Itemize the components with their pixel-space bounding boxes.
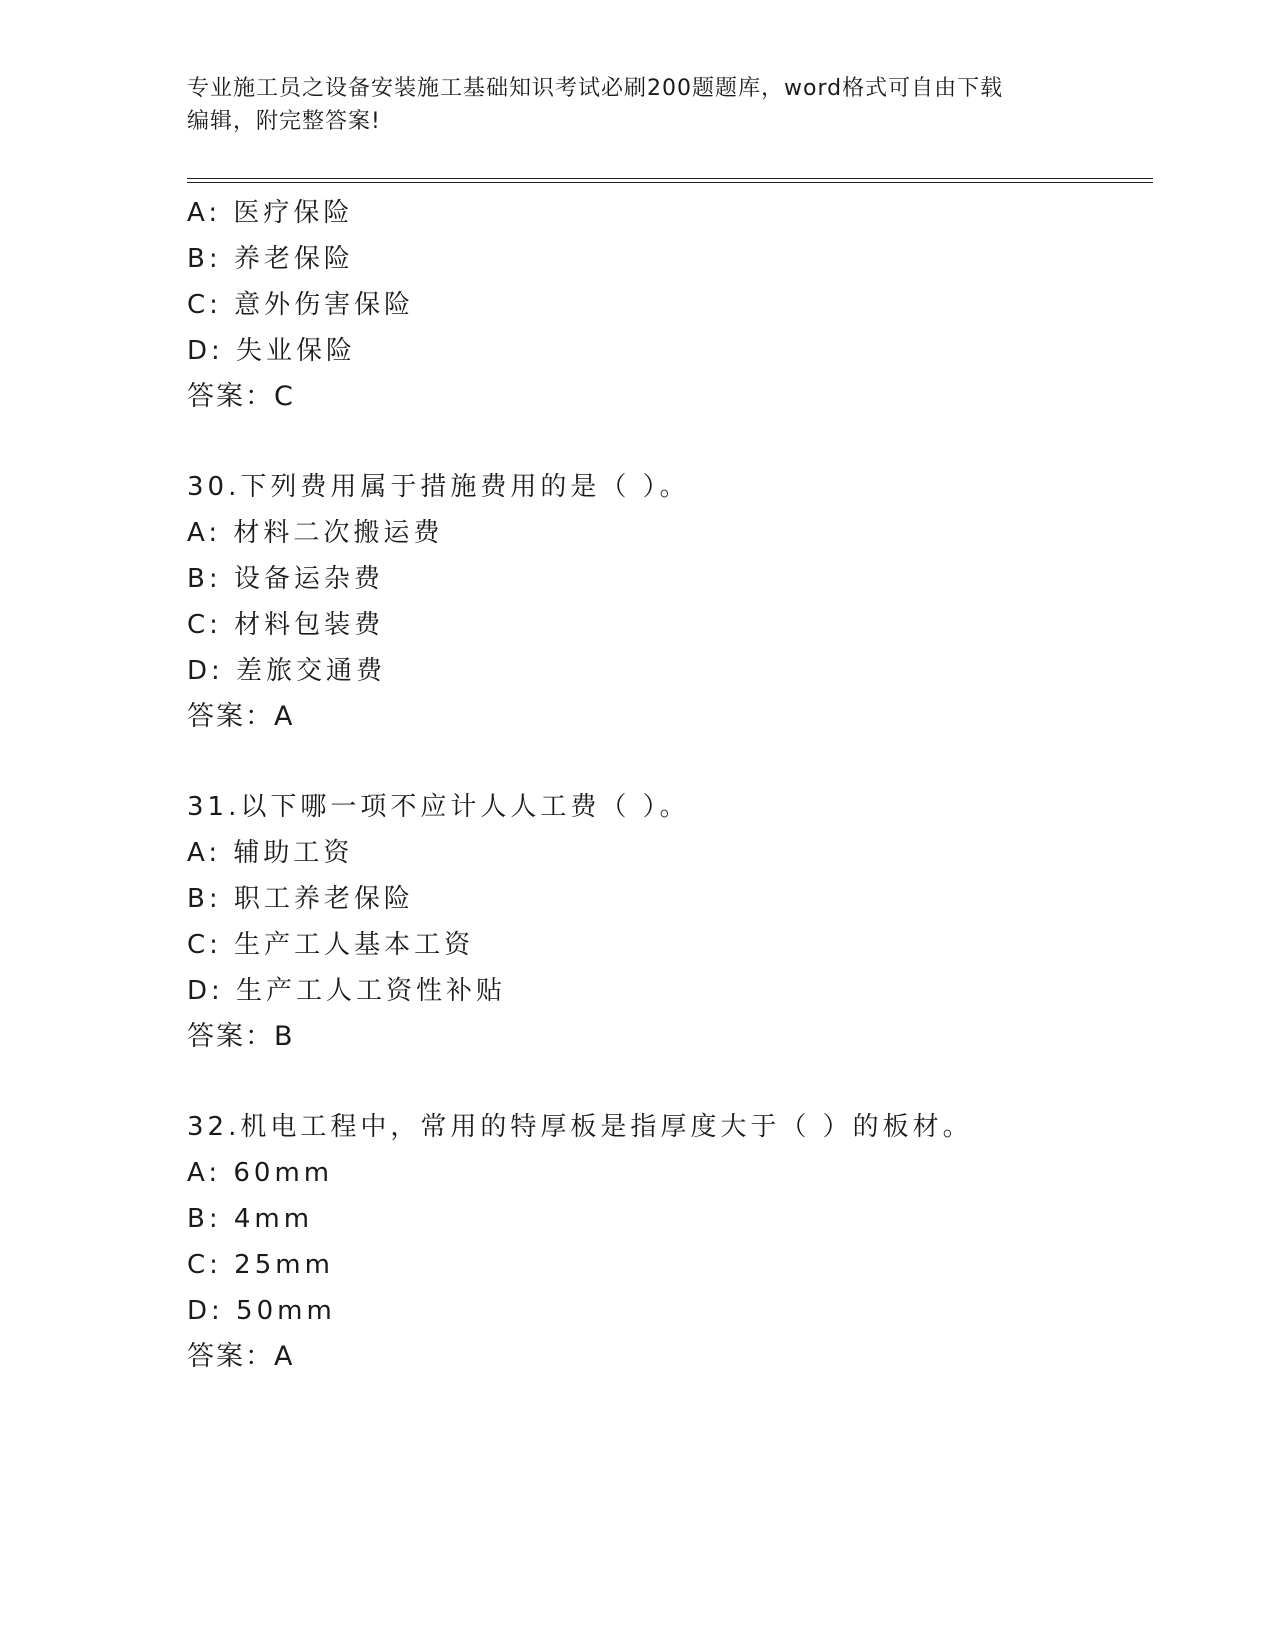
- block-spacer: [187, 1060, 1147, 1104]
- header-title-line-2: 编辑，附完整答案!: [187, 109, 381, 134]
- answer-line: 答案：A: [187, 701, 295, 732]
- answer-line: 答案：A: [187, 1341, 295, 1372]
- option-d: D: 生产工人工资性补贴: [187, 976, 507, 1006]
- option-c: C: 25mm: [187, 1250, 334, 1280]
- question-list: [187, 190, 1147, 1380]
- question-block-31: [187, 784, 1147, 1060]
- option-a: A: 医疗保险: [187, 198, 354, 228]
- answer-line: 答案：C: [187, 381, 295, 412]
- question-text: 30.下列费用属于措施费用的是（ ）。: [187, 472, 690, 502]
- option-b: B: 养老保险: [187, 244, 354, 274]
- option-d: D: 失业保险: [187, 336, 357, 366]
- option-c: C: 生产工人基本工资: [187, 930, 475, 960]
- header-divider-top: [187, 178, 1153, 179]
- option-d: D: 50mm: [187, 1296, 336, 1326]
- option-b: B: 4mm: [187, 1204, 314, 1234]
- document-header: [187, 72, 1067, 138]
- option-a: A: 材料二次搬运费: [187, 518, 444, 548]
- option-b: B: 职工养老保险: [187, 884, 414, 914]
- question-block-30: [187, 464, 1147, 740]
- option-a: A: 辅助工资: [187, 838, 354, 868]
- question-text: 31.以下哪一项不应计人人工费（ ）。: [187, 792, 690, 822]
- option-a: A: 60mm: [187, 1158, 334, 1188]
- question-block-32: [187, 1104, 1147, 1380]
- block-spacer: [187, 740, 1147, 784]
- option-c: C: 意外伤害保险: [187, 290, 415, 320]
- header-divider-bottom: [187, 182, 1153, 183]
- header-title-line-1: 专业施工员之设备安装施工基础知识考试必刷200题题库，word格式可自由下载: [187, 76, 1004, 101]
- option-c: C: 材料包装费: [187, 610, 385, 640]
- option-b: B: 设备运杂费: [187, 564, 384, 594]
- option-d: D: 差旅交通费: [187, 656, 387, 686]
- answer-line: 答案：B: [187, 1021, 295, 1052]
- question-text: 32.机电工程中，常用的特厚板是指厚度大于（ ）的板材。: [187, 1112, 973, 1142]
- question-block-29: [187, 190, 1147, 420]
- block-spacer: [187, 420, 1147, 464]
